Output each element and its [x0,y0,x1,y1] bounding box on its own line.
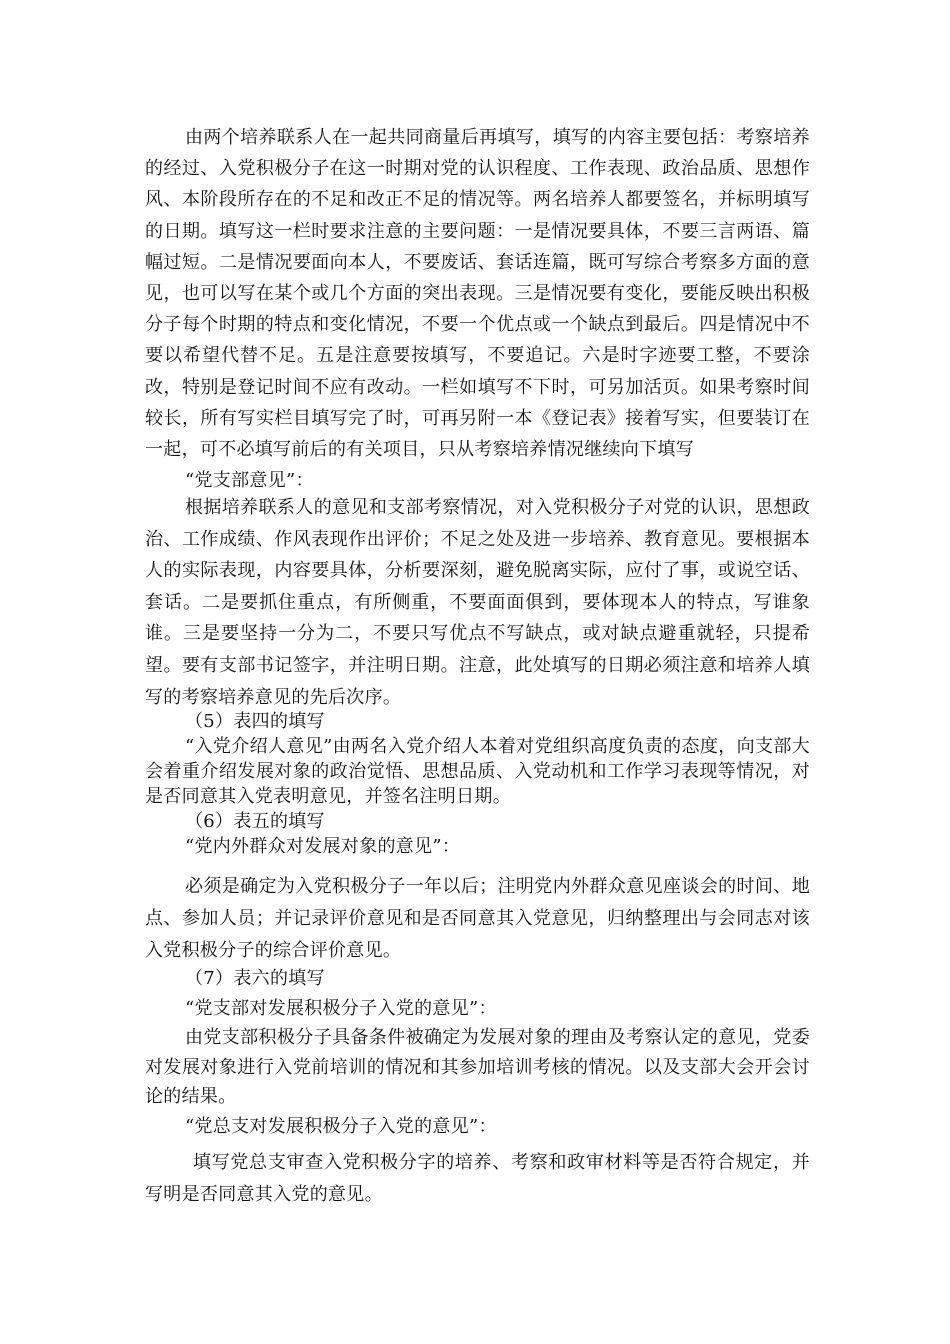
paragraph-general-branch-opinion: 填写党总支审查入党积极分字的培养、考察和政审材料等是否符合规定，并写明是否同意其入党的意见。 [145,1152,810,1205]
paragraph-branch-development-opinion: 由党支部积极分子具备条件被确定为发展对象的理由及考察认定的意见，党委对发展对象进行入党前培训的情况和其参加培训考核的情况。以及支部大会开会讨论的结果。 [145,1027,810,1107]
paragraph-branch-opinion: 根据培养联系人的意见和支部考察情况，对入党积极分子对党的认识，思想政治、工作成绩、作风表现作出评价；不足之处及进一步培养、教育意见。要根据本人的实际表现，内容要具体，分析要深刻，避免脱离实际，应付了事，或说空话、套话。二是要抓住重点，有所侧重，不要面面俱到，要体现本人的特点，写谁象谁。三是要坚持一分为二，不要只写优点不写缺点，或对缺点避重就轻，只提希望。要有支部书记签字，并注明日期。注意，此处填写的日期必须注意和培养人填写的考察培养意见的先后次序。 [145,497,810,708]
paragraph-training-assessment: 由两个培养联系人在一起共同商量后再填写，填写的内容主要包括：考察培养的经过、入党积极分子在这一时期对党的认识程度、工作表现、政治品质、思想作风、本阶段所存在的不足和改正不足的情况等。两名培养人都要签名，并标明填写的日期。填写这一栏时要求注意的主要问题：一是情况要具体，不要三言两语、篇幅过短。二是情况要面向本人，不要废话、套话连篇，既可写综合考察多方面的意见，也可以写在某个或几个方面的突出表现。三是情况要有变化，要能反映出积极分子每个时期的特点和变化情况，不要一个优点或一个缺点到最后。四是情况中不要以希望代替不足。五是注意要按填写，不要追记。六是时字迹要工整，不要涂改，特别是登记时间不应有改动。一栏如填写不下时，可另加活页。如果考察时间较长，所有写实栏目填写完了时，可再另附一本《登记表》接着写实，但要装订在一起，可不必填写前后的有关项目，只从考察培养情况继续向下填写 [145,127,810,461]
section-table-six [145,964,810,1141]
paragraph-masses-opinion: 必须是确定为入党积极分子一年以后；注明党内外群众意见座谈会的时间、地点、参加人员；并记录评价意见和是否同意其入党意见，归纳整理出与会同志对该入党积极分子的综合评价意见。 [145,876,810,961]
heading-branch-development-opinion: “党支部对发展积极分子入党的意见”： [185,997,497,1019]
section-training-assessment [145,122,810,496]
heading-masses-opinion: “党内外群众对发展对象的意见”： [185,836,461,857]
heading-table-five: （6）表五的填写 [185,811,325,832]
section-table-four [145,709,810,859]
heading-general-branch-opinion: “党总支对发展积极分子入党的意见”： [185,1115,497,1137]
heading-table-four: （5）表四的填写 [185,711,325,732]
paragraph-introducer-opinion: “入党介绍人意见”由两名入党介绍人本着对党组织高度负责的态度，向支部大会着重介绍发展对象的政治觉悟、思想品质、入党动机和工作学习表现等情况，对是否同意其入党表明意见，并签名注明日期。 [145,736,810,807]
heading-table-six: （7）表六的填写 [185,968,325,989]
heading-branch-opinion: “党支部意见”： [185,470,314,492]
